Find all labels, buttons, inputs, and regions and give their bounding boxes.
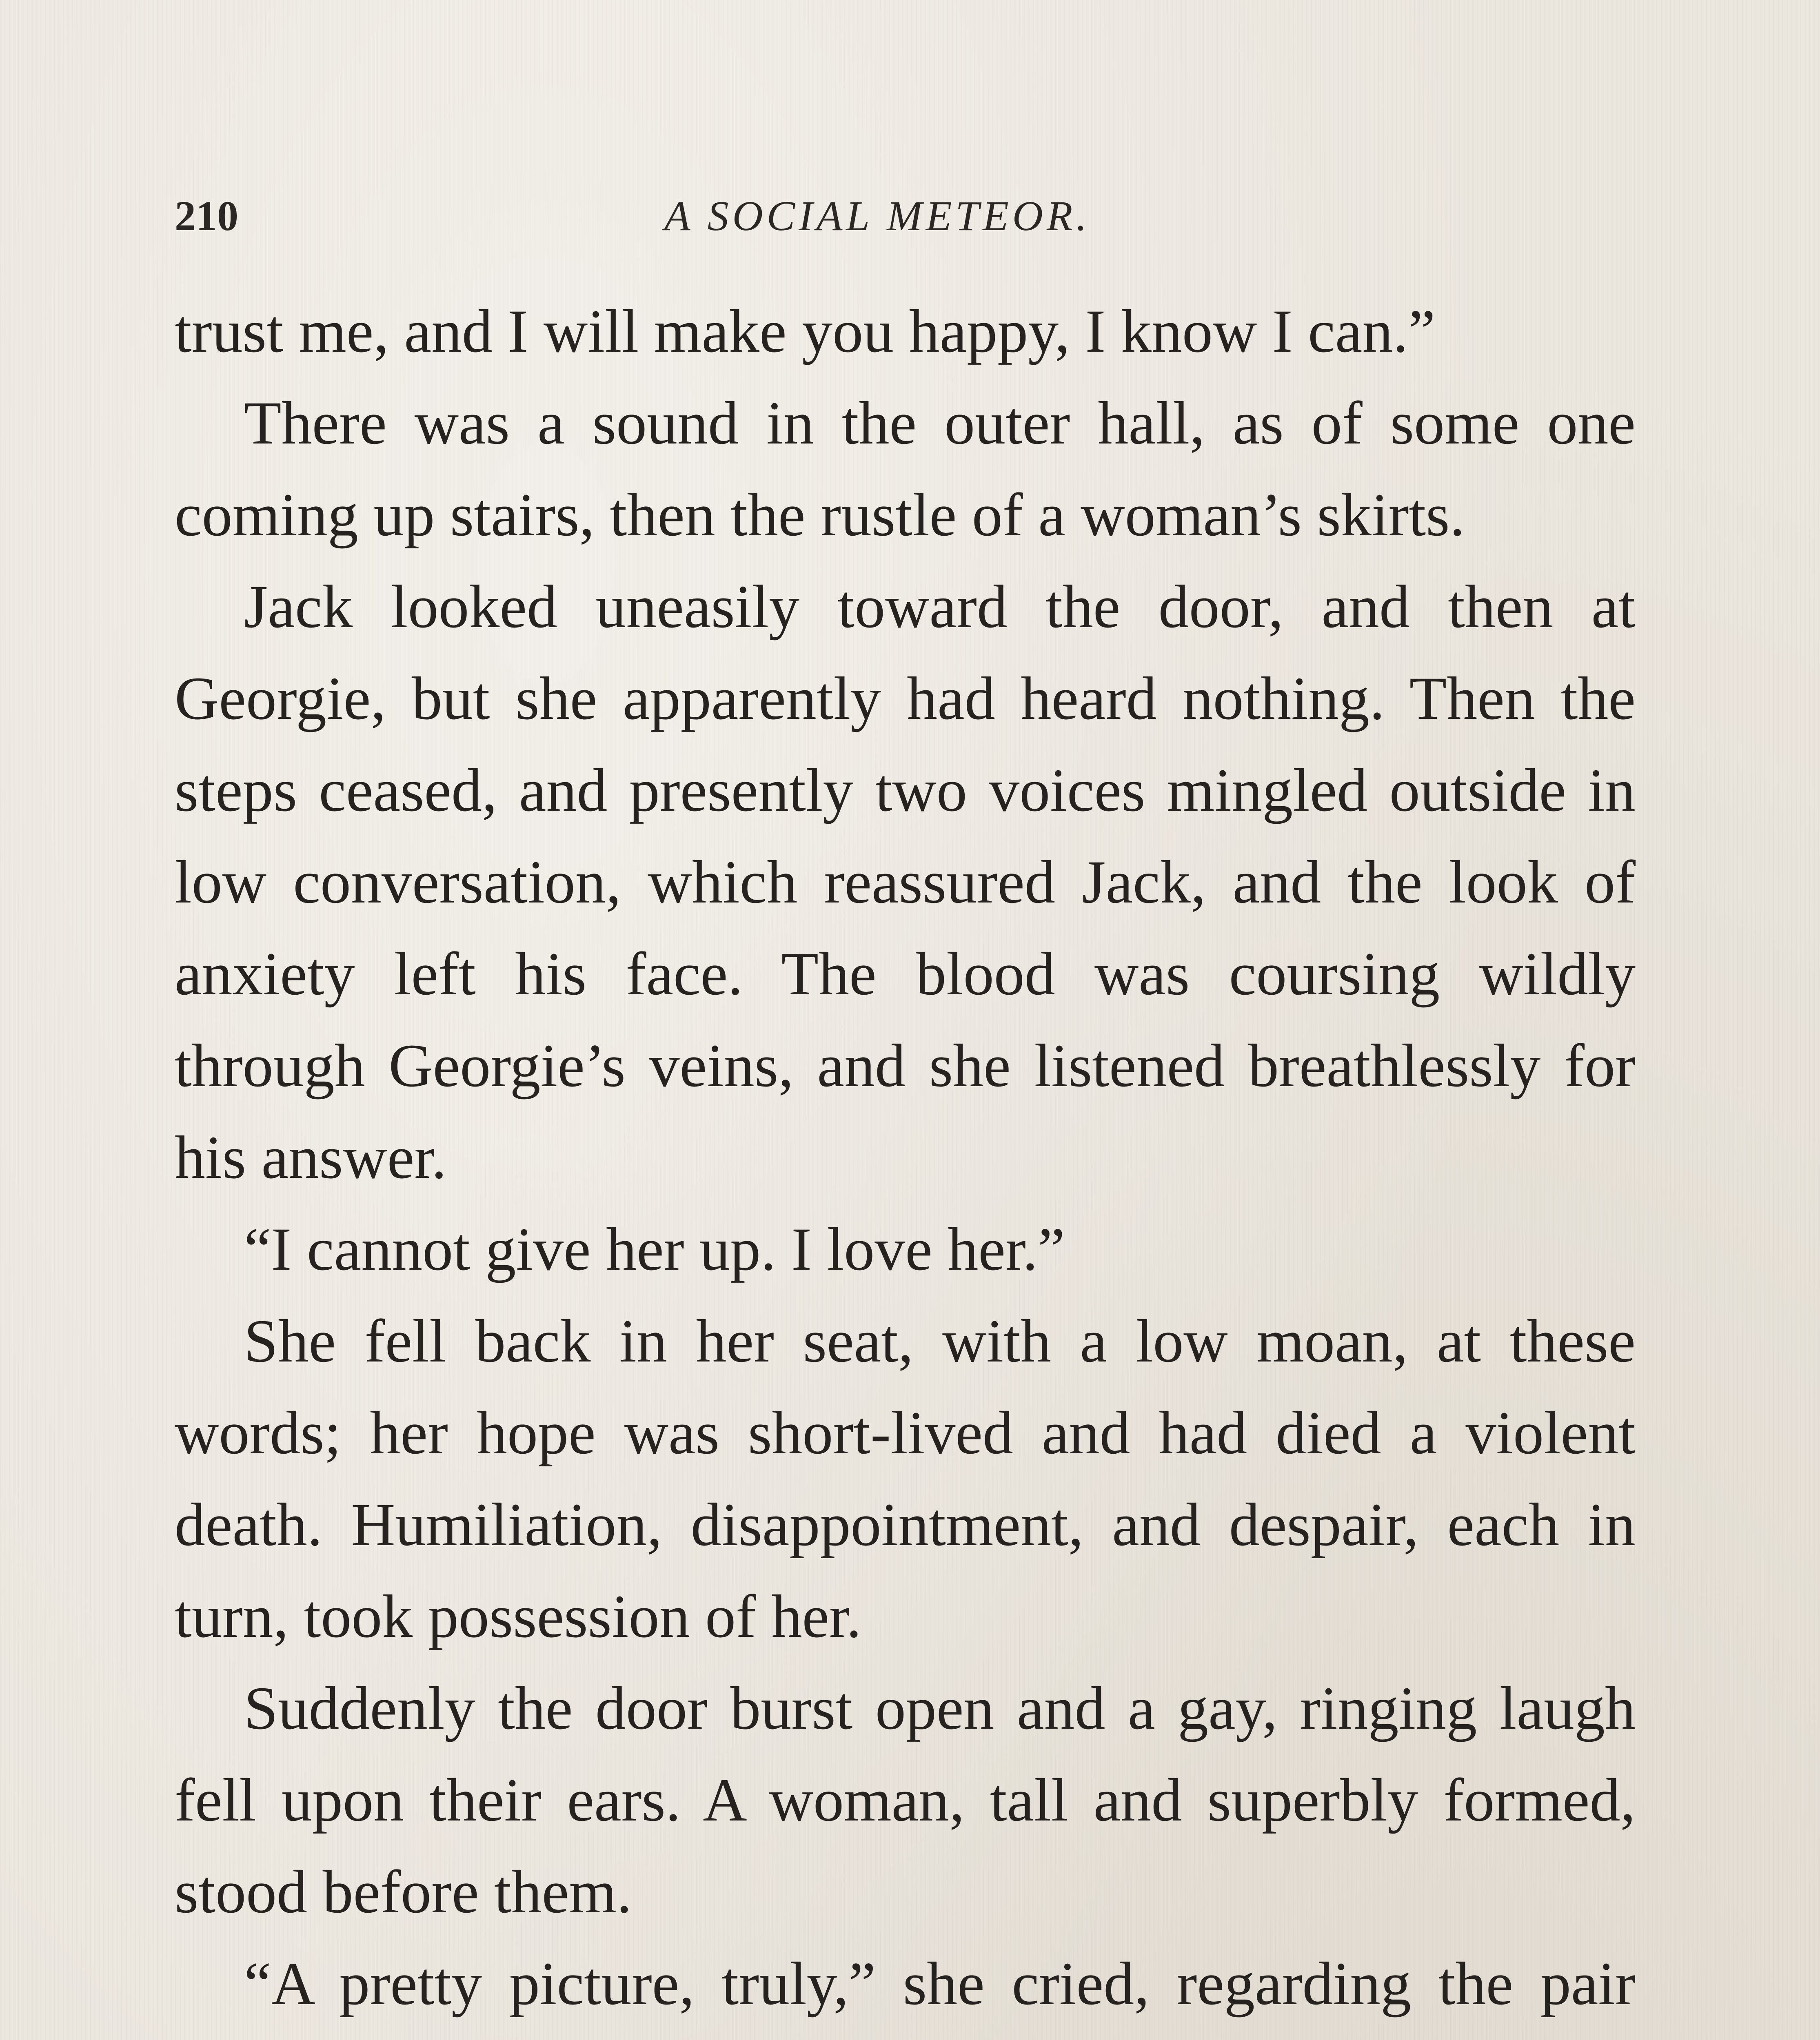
paragraph: “A pretty picture, truly,” she cried, regarding the pair: [244, 1950, 1636, 2018]
body-text: [175, 286, 1636, 2040]
paragraph: There was a sound in the outer hall, as of some one coming up stairs, then the rustle of a woman’s skirts.: [175, 389, 1636, 549]
paragraph: Suddenly the door burst open and a gay, ringing laugh fell upon their ears. A woman, tall and superbly formed, stood before them.: [175, 1674, 1636, 1926]
paragraph: She fell back in her seat, with a low moan, at these words; her hope was short-lived and had died a violent death. Humiliation, disappointment, and despair, each in turn, took possession of her.: [175, 1307, 1636, 1650]
running-head: [175, 186, 1631, 251]
paragraph: trust me, and I will make you happy, I know I can.”: [175, 297, 1436, 365]
paragraph: Jack looked uneasily toward the door, and then at Georgie, but she apparently had heard nothing. Then the steps ceased, and presently two voices mingled outside in low conversation, which reassured Jack, and the look of anxiety left his face. The blood was coursing wildly through Georgie’s veins, and she listened breathlessly for his answer.: [175, 573, 1636, 1191]
paragraph: “I cannot give her up. I love her.”: [244, 1215, 1065, 1283]
book-title: A SOCIAL METEOR.: [664, 193, 1091, 239]
page-number: 210: [175, 193, 238, 239]
